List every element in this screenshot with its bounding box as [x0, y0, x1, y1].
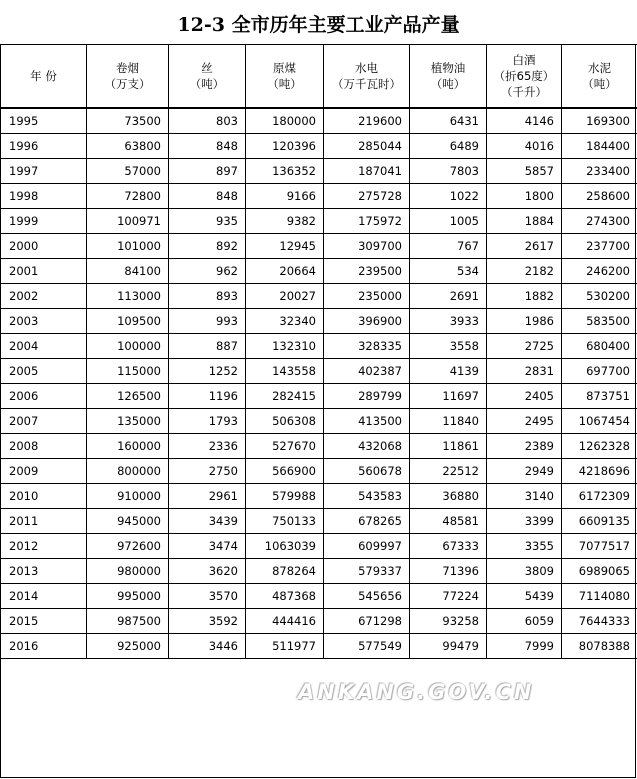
header-cigarettes: 卷烟 （万支）: [87, 45, 169, 109]
header-year: 年 份: [1, 45, 87, 109]
table-row: [1, 384, 637, 409]
cell-vegetable-oil: 11840: [410, 409, 487, 434]
table-row: [1, 284, 637, 309]
cell-coal: 32340: [246, 309, 324, 334]
header-vegetable-oil: 植物油 （吨）: [410, 45, 487, 109]
cell-liquor: 7999: [487, 634, 562, 659]
table-row: [1, 134, 637, 159]
cell-year: 2006: [1, 384, 87, 409]
cell-liquor: 2831: [487, 359, 562, 384]
cell-vegetable-oil: 2691: [410, 284, 487, 309]
watermark: ANKANG.GOV.CN: [298, 680, 535, 704]
cell-silk: 2961: [169, 484, 246, 509]
cell-hydropower: 402387: [324, 359, 410, 384]
cell-cement: 7644333: [562, 609, 637, 634]
cell-hydropower: 678265: [324, 509, 410, 534]
cell-liquor: 2389: [487, 434, 562, 459]
cell-coal: 579988: [246, 484, 324, 509]
cell-cement: 237700: [562, 234, 637, 259]
cell-cigarettes: 100971: [87, 209, 169, 234]
cell-year: 1999: [1, 209, 87, 234]
header-cement: 水泥 （吨）: [562, 45, 637, 109]
cell-cigarettes: 73500: [87, 108, 169, 134]
cell-silk: 2750: [169, 459, 246, 484]
cell-hydropower: 285044: [324, 134, 410, 159]
cell-year: 2004: [1, 334, 87, 359]
cell-hydropower: 239500: [324, 259, 410, 284]
cell-year: 2007: [1, 409, 87, 434]
cell-vegetable-oil: 4139: [410, 359, 487, 384]
cell-cement: 1067454: [562, 409, 637, 434]
cell-cigarettes: 800000: [87, 459, 169, 484]
cell-cigarettes: 995000: [87, 584, 169, 609]
cell-cement: 530200: [562, 284, 637, 309]
cell-liquor: 2725: [487, 334, 562, 359]
cell-cigarettes: 910000: [87, 484, 169, 509]
cell-cement: 274300: [562, 209, 637, 234]
cell-hydropower: 579337: [324, 559, 410, 584]
cell-cigarettes: 57000: [87, 159, 169, 184]
table-row: [1, 309, 637, 334]
header-silk: 丝 （吨）: [169, 45, 246, 109]
cell-hydropower: 187041: [324, 159, 410, 184]
cell-vegetable-oil: 3933: [410, 309, 487, 334]
cell-vegetable-oil: 767: [410, 234, 487, 259]
cell-vegetable-oil: 71396: [410, 559, 487, 584]
cell-liquor: 1986: [487, 309, 562, 334]
cell-cement: 873751: [562, 384, 637, 409]
cell-vegetable-oil: 93258: [410, 609, 487, 634]
cell-silk: 3439: [169, 509, 246, 534]
cell-hydropower: 577549: [324, 634, 410, 659]
cell-silk: 962: [169, 259, 246, 284]
cell-cigarettes: 160000: [87, 434, 169, 459]
production-table: [0, 44, 637, 659]
cell-silk: 887: [169, 334, 246, 359]
cell-year: 2000: [1, 234, 87, 259]
cell-liquor: 3809: [487, 559, 562, 584]
cell-cement: 6609135: [562, 509, 637, 534]
cell-coal: 487368: [246, 584, 324, 609]
cell-silk: 3620: [169, 559, 246, 584]
cell-hydropower: 560678: [324, 459, 410, 484]
header-hydropower: 水电 （万千瓦时）: [324, 45, 410, 109]
cell-cigarettes: 101000: [87, 234, 169, 259]
cell-liquor: 3355: [487, 534, 562, 559]
cell-cement: 697700: [562, 359, 637, 384]
cell-cement: 184400: [562, 134, 637, 159]
cell-liquor: 1882: [487, 284, 562, 309]
table-row: [1, 484, 637, 509]
cell-cigarettes: 980000: [87, 559, 169, 584]
cell-year: 2014: [1, 584, 87, 609]
cell-cigarettes: 987500: [87, 609, 169, 634]
cell-cement: 583500: [562, 309, 637, 334]
cell-silk: 3592: [169, 609, 246, 634]
cell-silk: 3474: [169, 534, 246, 559]
cell-coal: 20664: [246, 259, 324, 284]
table-row: [1, 359, 637, 384]
cell-cement: 246200: [562, 259, 637, 284]
cell-vegetable-oil: 3558: [410, 334, 487, 359]
cell-silk: 1196: [169, 384, 246, 409]
cell-coal: 20027: [246, 284, 324, 309]
cell-cement: 680400: [562, 334, 637, 359]
cell-cement: 169300: [562, 108, 637, 134]
table-row: [1, 534, 637, 559]
cell-vegetable-oil: 67333: [410, 534, 487, 559]
cell-year: 2001: [1, 259, 87, 284]
cell-year: 1997: [1, 159, 87, 184]
cell-liquor: 1800: [487, 184, 562, 209]
cell-silk: 3570: [169, 584, 246, 609]
cell-hydropower: 545656: [324, 584, 410, 609]
cell-hydropower: 328335: [324, 334, 410, 359]
cell-hydropower: 235000: [324, 284, 410, 309]
cell-cement: 6172309: [562, 484, 637, 509]
cell-cement: 7077517: [562, 534, 637, 559]
table-body: [1, 108, 637, 659]
cell-cement: 4218696: [562, 459, 637, 484]
cell-coal: 136352: [246, 159, 324, 184]
cell-year: 2010: [1, 484, 87, 509]
cell-coal: 1063039: [246, 534, 324, 559]
cell-vegetable-oil: 7803: [410, 159, 487, 184]
page-title: 12-3 全市历年主要工业产品产量: [177, 14, 460, 36]
cell-cigarettes: 109500: [87, 309, 169, 334]
cell-cigarettes: 945000: [87, 509, 169, 534]
cell-vegetable-oil: 6489: [410, 134, 487, 159]
table-row: [1, 334, 637, 359]
cell-vegetable-oil: 77224: [410, 584, 487, 609]
cell-cement: 7114080: [562, 584, 637, 609]
table-row: [1, 634, 637, 659]
cell-silk: 935: [169, 209, 246, 234]
cell-silk: 1252: [169, 359, 246, 384]
cell-vegetable-oil: 6431: [410, 108, 487, 134]
cell-coal: 506308: [246, 409, 324, 434]
cell-liquor: 3140: [487, 484, 562, 509]
cell-liquor: 6059: [487, 609, 562, 634]
cell-silk: 892: [169, 234, 246, 259]
cell-coal: 566900: [246, 459, 324, 484]
cell-hydropower: 275728: [324, 184, 410, 209]
cell-liquor: 4146: [487, 108, 562, 134]
cell-year: 1995: [1, 108, 87, 134]
cell-cement: 258600: [562, 184, 637, 209]
table-row: [1, 108, 637, 134]
cell-vegetable-oil: 1022: [410, 184, 487, 209]
cell-year: 2005: [1, 359, 87, 384]
cell-hydropower: 175972: [324, 209, 410, 234]
cell-vegetable-oil: 11861: [410, 434, 487, 459]
cell-coal: 282415: [246, 384, 324, 409]
header-coal: 原煤 （吨）: [246, 45, 324, 109]
cell-silk: 848: [169, 184, 246, 209]
cell-silk: 848: [169, 134, 246, 159]
table-row: [1, 434, 637, 459]
cell-vegetable-oil: 534: [410, 259, 487, 284]
cell-hydropower: 432068: [324, 434, 410, 459]
cell-year: 2012: [1, 534, 87, 559]
cell-coal: 527670: [246, 434, 324, 459]
cell-cigarettes: 115000: [87, 359, 169, 384]
cell-cement: 233400: [562, 159, 637, 184]
table-row: [1, 159, 637, 184]
cell-cigarettes: 925000: [87, 634, 169, 659]
cell-year: 1996: [1, 134, 87, 159]
cell-silk: 893: [169, 284, 246, 309]
table-row: [1, 584, 637, 609]
cell-liquor: 5857: [487, 159, 562, 184]
cell-cement: 6989065: [562, 559, 637, 584]
cell-cigarettes: 84100: [87, 259, 169, 284]
cell-liquor: 2617: [487, 234, 562, 259]
cell-cement: 1262328: [562, 434, 637, 459]
cell-coal: 750133: [246, 509, 324, 534]
cell-coal: 9166: [246, 184, 324, 209]
table-row: [1, 234, 637, 259]
cell-liquor: 2182: [487, 259, 562, 284]
cell-year: 2008: [1, 434, 87, 459]
cell-liquor: 5439: [487, 584, 562, 609]
table-row: [1, 259, 637, 284]
cell-year: 2009: [1, 459, 87, 484]
cell-vegetable-oil: 48581: [410, 509, 487, 534]
cell-hydropower: 671298: [324, 609, 410, 634]
cell-silk: 993: [169, 309, 246, 334]
cell-liquor: 2949: [487, 459, 562, 484]
cell-hydropower: 396900: [324, 309, 410, 334]
cell-coal: 132310: [246, 334, 324, 359]
cell-coal: 120396: [246, 134, 324, 159]
cell-cigarettes: 100000: [87, 334, 169, 359]
cell-liquor: 2405: [487, 384, 562, 409]
cell-silk: 1793: [169, 409, 246, 434]
cell-cigarettes: 113000: [87, 284, 169, 309]
cell-vegetable-oil: 11697: [410, 384, 487, 409]
cell-year: 2015: [1, 609, 87, 634]
cell-cigarettes: 972600: [87, 534, 169, 559]
table-row: [1, 459, 637, 484]
cell-liquor: 2495: [487, 409, 562, 434]
cell-coal: 444416: [246, 609, 324, 634]
cell-cement: 8078388: [562, 634, 637, 659]
cell-coal: 143558: [246, 359, 324, 384]
cell-coal: 511977: [246, 634, 324, 659]
cell-silk: 897: [169, 159, 246, 184]
cell-cigarettes: 63800: [87, 134, 169, 159]
cell-liquor: 4016: [487, 134, 562, 159]
cell-year: 1998: [1, 184, 87, 209]
cell-vegetable-oil: 36880: [410, 484, 487, 509]
cell-cigarettes: 135000: [87, 409, 169, 434]
cell-year: 2002: [1, 284, 87, 309]
table-row: [1, 184, 637, 209]
cell-vegetable-oil: 1005: [410, 209, 487, 234]
cell-coal: 9382: [246, 209, 324, 234]
cell-hydropower: 543583: [324, 484, 410, 509]
header-row: [1, 45, 637, 109]
header-liquor: 白酒 （折65度） （千升）: [487, 45, 562, 109]
cell-cigarettes: 72800: [87, 184, 169, 209]
cell-coal: 180000: [246, 108, 324, 134]
cell-silk: 3446: [169, 634, 246, 659]
cell-hydropower: 309700: [324, 234, 410, 259]
table-row: [1, 209, 637, 234]
cell-liquor: 3399: [487, 509, 562, 534]
cell-year: 2003: [1, 309, 87, 334]
cell-coal: 12945: [246, 234, 324, 259]
cell-silk: 803: [169, 108, 246, 134]
cell-hydropower: 413500: [324, 409, 410, 434]
table-row: [1, 409, 637, 434]
cell-hydropower: 289799: [324, 384, 410, 409]
table-row: [1, 509, 637, 534]
cell-liquor: 1884: [487, 209, 562, 234]
table-row: [1, 609, 637, 634]
cell-cigarettes: 126500: [87, 384, 169, 409]
cell-hydropower: 219600: [324, 108, 410, 134]
cell-year: 2013: [1, 559, 87, 584]
table-row: [1, 559, 637, 584]
cell-coal: 878264: [246, 559, 324, 584]
cell-vegetable-oil: 22512: [410, 459, 487, 484]
cell-hydropower: 609997: [324, 534, 410, 559]
cell-year: 2016: [1, 634, 87, 659]
cell-silk: 2336: [169, 434, 246, 459]
cell-vegetable-oil: 99479: [410, 634, 487, 659]
cell-year: 2011: [1, 509, 87, 534]
